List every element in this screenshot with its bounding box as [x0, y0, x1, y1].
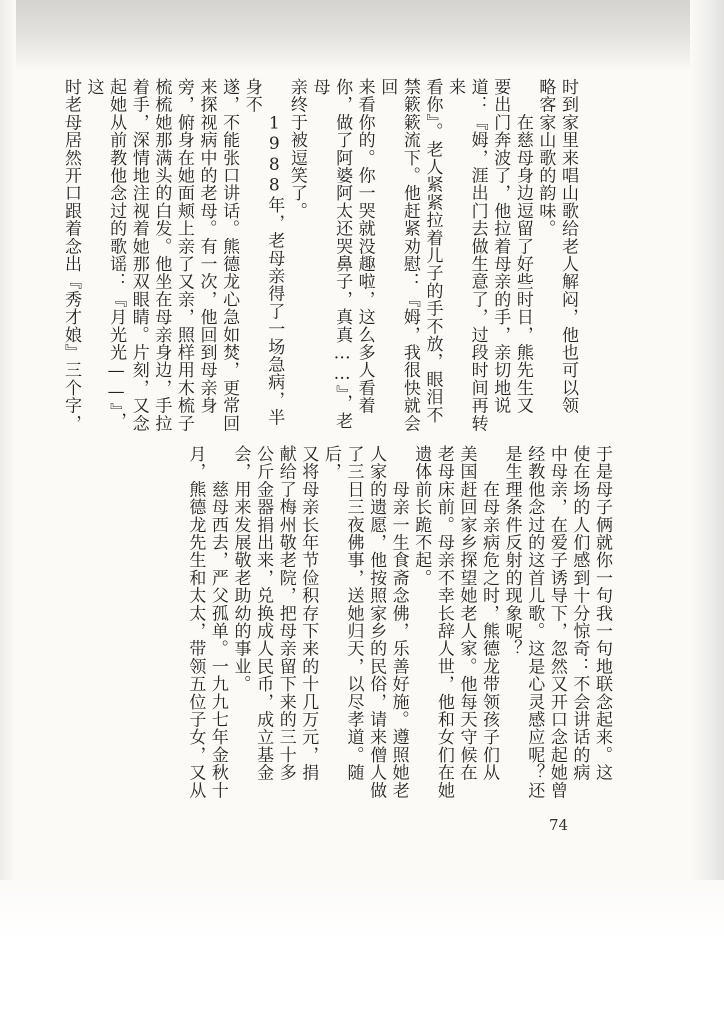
- page-bottom-margin: [0, 880, 724, 1024]
- text-line: 梳梳她那满头的白发。他坐在母亲身边，手拉: [151, 78, 172, 432]
- text-line: 遂，不能张口讲话。熊德龙心急如焚，更常回: [219, 78, 240, 432]
- text-line: 着手，深情地注视着她那双眼睛。片刻，又念: [128, 78, 149, 432]
- text-line: 月，熊德龙先生和太太，带领五位子女，又从: [185, 445, 206, 799]
- text-line: 道：『姆，涯出门去做生意了，过段时间再转来: [445, 78, 488, 432]
- scan-shadow-top: [0, 0, 724, 72]
- text-line: 会，用来发展敬老助幼的事业。: [230, 445, 251, 693]
- scan-shadow-right: [690, 0, 724, 900]
- text-line: 看你』。老人紧紧拉着儿子的手不放，眼泪不: [422, 78, 443, 424]
- text-line: 经教他念过的这首儿歌。这是心灵感应呢？还: [524, 445, 545, 799]
- text-line: 人家的遗愿，他按照家乡的民俗，请来僧人做: [366, 445, 387, 799]
- text-line: 了三日三夜佛事，送她归天，以尽孝道。随后，: [320, 445, 364, 782]
- text-line: 旁，俯身在她面颊上亲了又亲，照样用木梳子: [173, 78, 194, 432]
- text-line: 老母床前。母亲不幸长辞人世，他和女们在她: [433, 445, 454, 799]
- lower-text-block: [163, 445, 613, 810]
- text-line: 禁簌簌流下。他赶紧劝慰：『姆，我很快就会回: [377, 78, 420, 432]
- page-number: 74: [549, 816, 569, 834]
- text-line: 亲终于被逗笑了。: [286, 78, 307, 220]
- text-line: 在母亲病危之时，熊德龙带领孩子们从: [479, 445, 500, 782]
- text-line: 又将母亲长年节俭积存下来的十几万元，捐: [298, 445, 319, 782]
- text-line: 时到家里来唱山歌给老人解闷，他也可以领: [558, 78, 578, 415]
- text-line: 献给了梅州敬老院，把母亲留下来的三十多: [275, 445, 296, 782]
- text-line: 要出门奔波了，他拉着母亲的手，亲切地说: [490, 78, 511, 415]
- text-line: 是生理条件反射的现象呢？: [501, 445, 522, 658]
- text-line: 于是母子俩就你一句我一句地联念起来。这: [592, 445, 612, 782]
- text-line: 起她从前教他念过的歌谣：『月光光——』，这: [83, 78, 127, 430]
- upper-text-block: [60, 78, 579, 443]
- text-line: 使在场的人们感到十分惊奇：不会讲话的病: [569, 445, 590, 782]
- text-line: 你，做了阿婆阿太还哭鼻子，真真……』，老母: [309, 78, 353, 430]
- text-line: 来看你的。你一哭就没趣啦，这么多人看着: [354, 78, 375, 415]
- text-line: 中母亲，在爱子诱导下，忽然又开口念起她曾: [546, 445, 567, 799]
- text-line: 在慈母身边逗留了好些时日，熊先生又: [512, 78, 533, 415]
- text-line: 遗体前长跪不起。: [411, 445, 432, 587]
- text-line: 美国赶回家乡探望她老人家。他每天守候在: [456, 445, 477, 782]
- text-line: 母亲一生食斋念佛，乐善好施。遵照她老: [388, 445, 409, 799]
- text-line: 公斤金器捐出来，兑换成人民币，成立基金: [253, 445, 274, 782]
- text-line: 1988年，老母亲得了一场急病，半身不: [241, 78, 285, 427]
- text-line: 略客家山歌的韵味。: [535, 78, 556, 238]
- text-line: 慈母西去，严父孤单。一九九七年金秋十: [207, 445, 228, 799]
- text-line: 时老母居然开口跟着念出『秀才娘』三个字，: [60, 78, 81, 432]
- scan-shadow-left: [0, 0, 16, 1024]
- text-line: 来探视病中的老母。有一次，他回到母亲身: [196, 78, 217, 415]
